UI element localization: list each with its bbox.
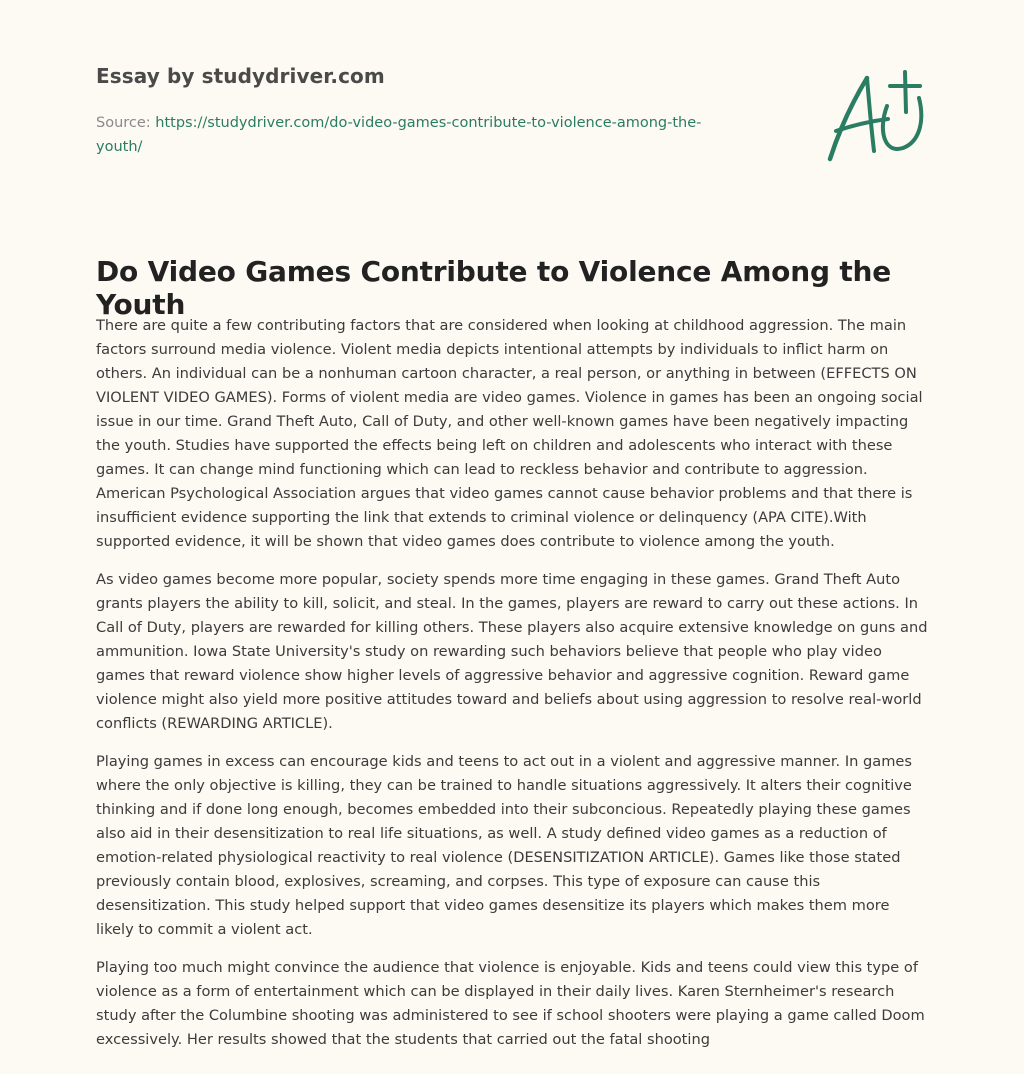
paragraph: Playing too much might convince the audience that violence is enjoyable. Kids and teens could view this type of violence as a form of entertainment which can be displayed in their daily lives. Karen Sternheimer's research study after the Columbine shooting was administered to see if school shooters were playing a game called Doom excessively. Her results showed that the students that carried out the fatal shooting	[96, 959, 925, 1048]
essay-page	[96, 0, 932, 1074]
source-link[interactable]: https://studydriver.com/do-video-games-contribute-to-violence-among-the-youth/	[96, 115, 702, 155]
essay-title: Do Video Games Contribute to Violence Among the Youth	[96, 255, 892, 321]
paragraph: There are quite a few contributing factors that are considered when looking at childhood aggression. The main factors surround media violence. Violent media depicts intentional attempts by individuals to inflict harm on others. An individual can be a nonhuman cartoon character, a real person, or anything in between (EFFECTS ON VIOLENT VIDEO GAMES). Forms of violent media are video games. Violence in games has been an ongoing social issue in our time. Grand Theft Auto, Call of Duty, and other well-known games have been negatively impacting the youth. Studies have supported the effects being left on children and adolescents who interact with these games. It can change mind functioning which can lead to reckless behavior and contribute to aggression. American Psychological Association argues that video games cannot cause behavior problems and that there is insufficient evidence supporting the link that extends to criminal violence or delinquency (APA CITE).With supported evidence, it will be shown that video games does contribute to violence among the youth.	[96, 317, 923, 550]
source-line	[96, 111, 736, 159]
source-label: Source:	[96, 115, 156, 131]
paragraph: As video games become more popular, society spends more time engaging in these games. Grand Theft Auto grants players the ability to kill, solicit, and steal. In the games, players are reward to carry out these actions. In Call of Duty, players are rewarded for killing others. These players also acquire extensive knowledge on guns and ammunition. Iowa State University's study on rewarding such behaviors believe that people who play video games that reward violence show higher levels of aggressive behavior and aggressive cognition. Reward game violence might also yield more positive attitudes toward and beliefs about using aggression to resolve real-world conflicts (REWARDING ARTICLE).	[96, 571, 928, 732]
paragraph: Playing games in excess can encourage kids and teens to act out in a violent and aggressive manner. In games where the only objective is killing, they can be trained to handle situations aggressively. It alters their cognitive thinking and if done long enough, becomes embedded into their subconcious. Repeatedly playing these games also aid in their desensitization to real life situations, as well. A study defined video games as a reduction of emotion-related physiological reactivity to real violence (DESENSITIZATION ARTICLE). Games like those stated previously contain blood, explosives, screaming, and corpses. This type of exposure can cause this desensitization. This study helped support that video games desensitize its players which makes them more likely to commit a violent act.	[96, 753, 913, 938]
a-plus-logo-icon	[824, 68, 928, 164]
brand-heading: Essay by studydriver.com	[96, 64, 385, 88]
essay-body	[96, 314, 928, 1066]
